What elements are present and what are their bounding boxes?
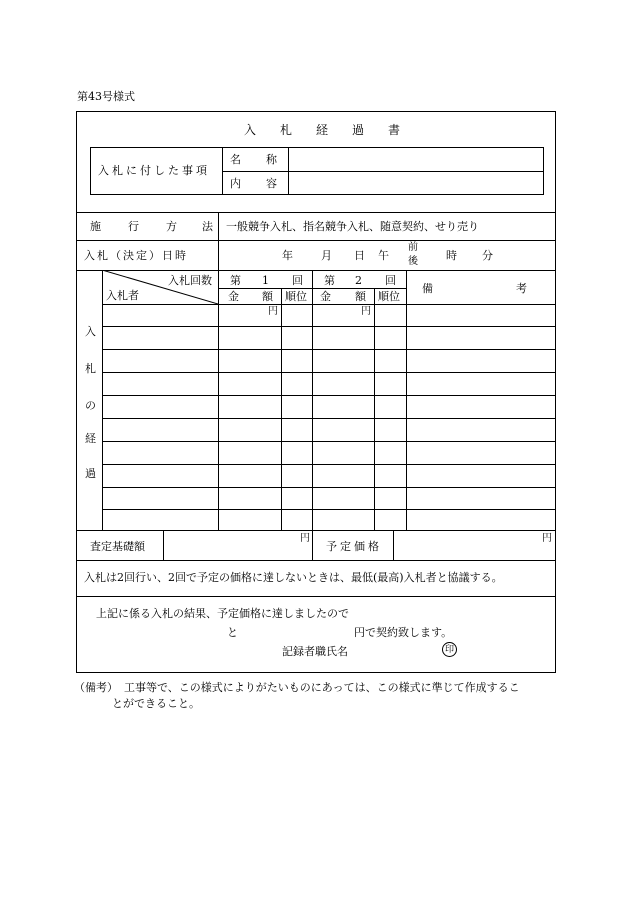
round2-header: 第 [324, 274, 335, 287]
amount-header: 額 [355, 290, 366, 303]
remarks-header: 考 [516, 282, 527, 295]
content-label: 内 [230, 177, 241, 190]
title-char: 経 [316, 123, 329, 137]
title-char: 入 [244, 123, 257, 137]
round-header: 入札回数 [168, 274, 212, 287]
table-row [102, 418, 556, 419]
round2-header: 2 [355, 274, 362, 287]
title-char: 過 [352, 123, 365, 137]
result-line2: 円で契約致します。 [354, 626, 453, 639]
datetime-month: 月 [321, 249, 332, 262]
planned-price-yen: 円 [542, 533, 552, 544]
form-number: 第43号様式 [77, 90, 135, 103]
datetime-hour: 時 [446, 249, 457, 262]
title-char: 札 [280, 123, 293, 137]
result-to: と [227, 626, 238, 639]
amount-header: 金 [228, 290, 239, 303]
amount-header: 額 [262, 290, 273, 303]
name-label: 称 [266, 153, 277, 166]
side-label: の [85, 399, 96, 412]
round2-header: 回 [385, 274, 396, 287]
side-label: 経 [85, 432, 96, 445]
title-char: 書 [388, 123, 401, 137]
method-label: 行 [128, 220, 139, 233]
form-frame [76, 111, 556, 673]
datetime-year: 年 [282, 249, 293, 262]
rank-header: 順位 [285, 290, 307, 303]
datetime-mae: 前 [408, 242, 418, 253]
remarks-note-line1: 工事等で、この様式によりがたいものにあっては、この様式に準じて作成するこ [124, 681, 520, 694]
method-label: 方 [166, 220, 177, 233]
side-label: 入 [85, 325, 96, 338]
remarks-note-line2: とができること。 [112, 697, 200, 710]
table-row [102, 441, 556, 442]
seal-mark: 印 [442, 642, 457, 657]
table-row [102, 509, 556, 510]
subject-label: 入札に付した事項 [98, 164, 210, 177]
datetime-label: 入札（決定）日時 [84, 249, 188, 262]
method-label: 施 [90, 220, 101, 233]
yen-unit: 円 [268, 306, 278, 317]
planned-price-label: 予定価格 [326, 540, 382, 553]
form-title [76, 124, 556, 138]
table-row [102, 349, 556, 350]
rank-header: 順位 [378, 290, 400, 303]
datetime-minute: 分 [482, 249, 493, 262]
side-label: 過 [85, 467, 96, 480]
round1-header: 1 [262, 274, 269, 287]
recorder-label: 記録者職氏名 [282, 645, 348, 658]
round1-header: 第 [230, 274, 241, 287]
name-label: 名 [230, 153, 241, 166]
method-label: 法 [202, 220, 213, 233]
bidder-header: 入札者 [106, 289, 139, 302]
round1-header: 回 [292, 274, 303, 287]
remarks-note-label: （備考） [74, 681, 118, 694]
table-row [102, 326, 556, 327]
table-row [102, 464, 556, 465]
remarks-header: 備 [422, 282, 433, 295]
base-amount-yen: 円 [300, 533, 310, 544]
datetime-day: 日 [354, 249, 365, 262]
bidding-rule: 入札は2回行い、2回で予定の価格に達しないときは、最低(最高)入札者と協議する。 [84, 571, 503, 584]
result-line1: 上記に係る入札の結果、予定価格に達しましたので [96, 607, 349, 620]
amount-header: 金 [320, 290, 331, 303]
method-value: 一般競争入札、指名競争入札、随意契約、せり売り [226, 220, 479, 233]
base-amount-label: 査定基礎額 [90, 540, 145, 553]
yen-unit: 円 [361, 306, 371, 317]
datetime-go: 後 [408, 256, 418, 267]
content-label: 容 [266, 177, 277, 190]
table-row [102, 395, 556, 396]
datetime-am: 午 [378, 249, 389, 262]
table-row [102, 372, 556, 373]
side-label: 札 [85, 362, 96, 375]
table-row [102, 487, 556, 488]
